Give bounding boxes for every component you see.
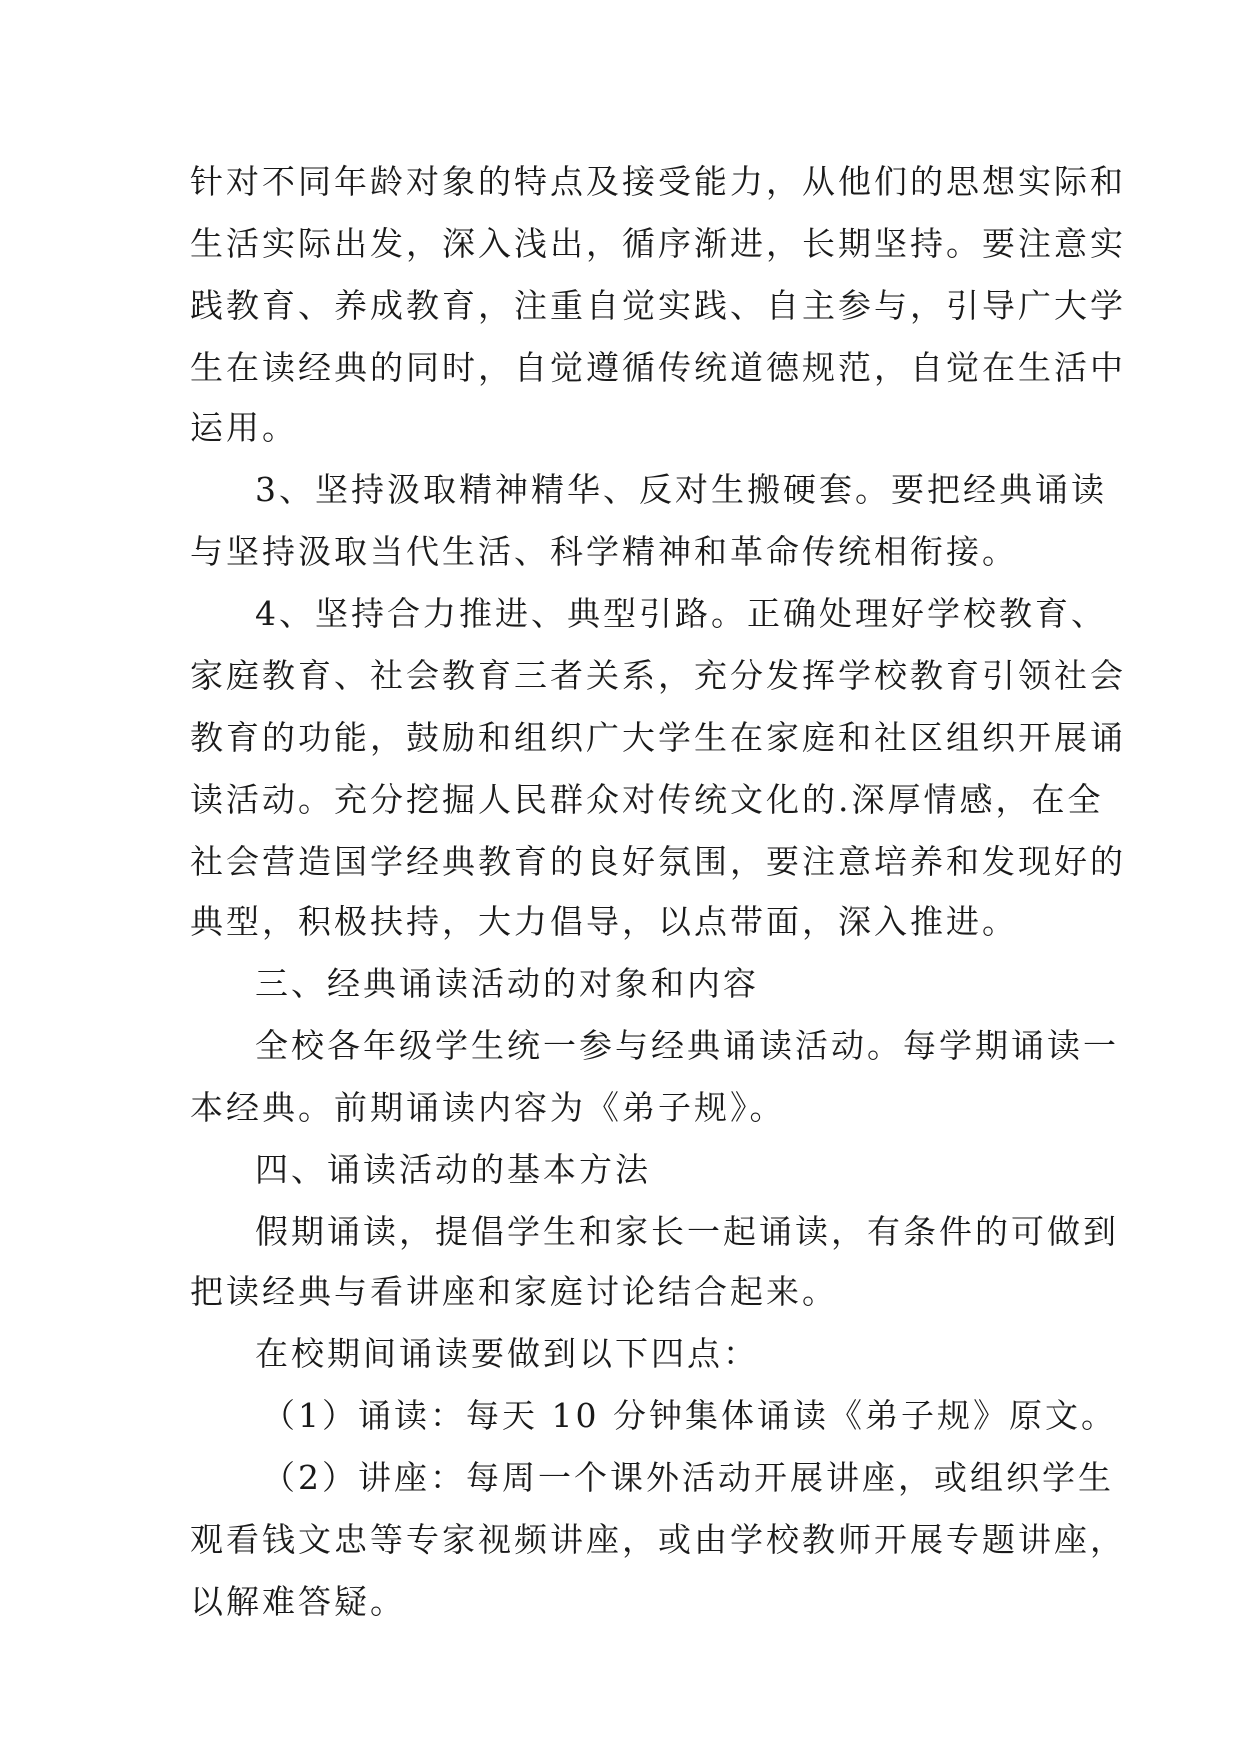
text-line: 践教育、养成教育，注重自觉实践、自主参与，引导广大学 <box>190 286 1126 325</box>
section-heading: 三、经典诵读活动的对象和内容 <box>255 964 759 1003</box>
text-line: 在校期间诵读要做到以下四点： <box>255 1334 759 1373</box>
text-line: 与坚持汲取当代生活、科学精神和革命传统相衔接。 <box>190 532 1018 571</box>
text-line: 以解难答疑。 <box>190 1582 406 1621</box>
text-line: 运用。 <box>190 408 298 447</box>
text-line: 本经典。前期诵读内容为《弟子规》。 <box>190 1088 786 1127</box>
text-line: 典型，积极扶持，大力倡导，以点带面，深入推进。 <box>190 902 1018 941</box>
text-line: 读活动。充分挖掘人民群众对传统文化的.深厚情感，在全 <box>190 780 1104 819</box>
text-line: 把读经典与看讲座和家庭讨论结合起来。 <box>190 1272 838 1311</box>
text-line: 3、坚持汲取精神精华、反对生搬硬套。要把经典诵读 <box>255 470 1107 509</box>
text-line: 针对不同年龄对象的特点及接受能力，从他们的思想实际和 <box>190 162 1126 201</box>
text-line: 教育的功能，鼓励和组织广大学生在家庭和社区组织开展诵 <box>190 718 1126 757</box>
text-line: 生在读经典的同时，自觉遵循传统道德规范，自觉在生活中 <box>190 348 1126 387</box>
list-item: （2）讲座：每周一个课外活动开展讲座，或组织学生 <box>262 1458 1114 1497</box>
text-line: 社会营造国学经典教育的良好氛围，要注意培养和发现好的 <box>190 842 1126 881</box>
text-line: 4、坚持合力推进、典型引路。正确处理好学校教育、 <box>255 594 1107 633</box>
text-line: 假期诵读，提倡学生和家长一起诵读，有条件的可做到 <box>255 1212 1119 1251</box>
section-heading: 四、诵读活动的基本方法 <box>255 1150 651 1189</box>
text-line: 家庭教育、社会教育三者关系，充分发挥学校教育引领社会 <box>190 656 1126 695</box>
text-line: 全校各年级学生统一参与经典诵读活动。每学期诵读一 <box>255 1026 1119 1065</box>
list-item: （1）诵读：每天 10 分钟集体诵读《弟子规》原文。 <box>262 1396 1117 1435</box>
text-line: 观看钱文忠等专家视频讲座，或由学校教师开展专题讲座， <box>190 1520 1126 1559</box>
text-line: 生活实际出发，深入浅出，循序渐进，长期坚持。要注意实 <box>190 224 1126 263</box>
